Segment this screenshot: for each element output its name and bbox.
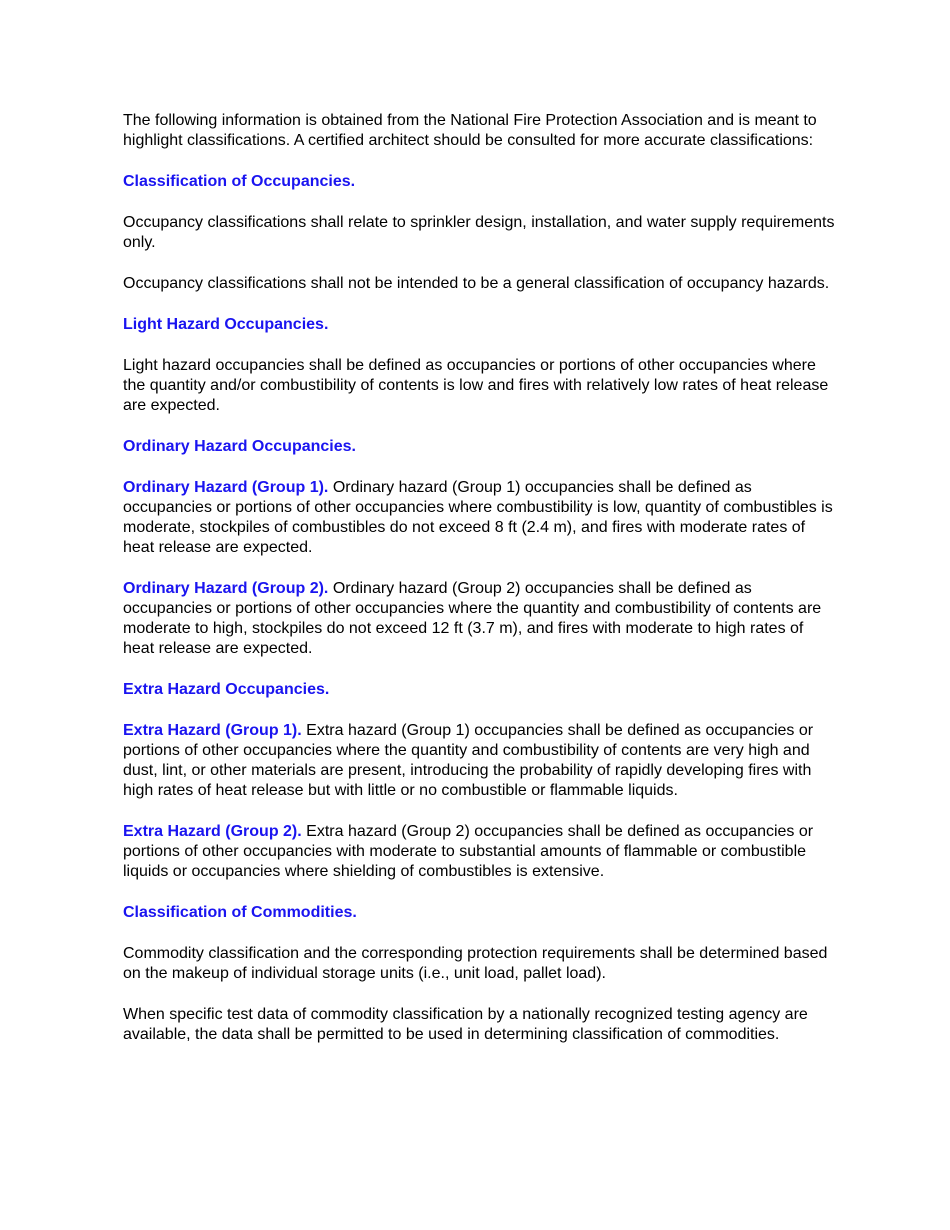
intro-paragraph: The following information is obtained from the National Fire Protection Association and is meant to highlight classifications. A certified architect should be consulted for more accurate classifications: xyxy=(123,112,817,149)
extra-group-2-label: Extra Hazard (Group 2). xyxy=(123,823,302,840)
heading-light-hazard: Light Hazard Occupancies. xyxy=(123,316,329,333)
extra-group-1-label: Extra Hazard (Group 1). xyxy=(123,722,302,739)
ordinary-group-2-text: Ordinary hazard (Group 2) occupancies shall be defined as occupancies or portions of other occupancies where the quantity and combustibility of contents are moderate to high, stockpiles do not exceed 12 ft (3.7 m), and fires with moderate to high rates of heat release are expected. xyxy=(123,580,822,657)
ordinary-group-2-paragraph xyxy=(123,579,838,659)
ordinary-group-1-text: Ordinary hazard (Group 1) occupancies shall be defined as occupancies or portions of other occupancies where combustibility is low, quantity of combustibles is moderate, stockpiles of combustibles do not exceed 8 ft (2.4 m), and fires with moderate rates of heat release are expected. xyxy=(123,479,833,556)
commodities-paragraph-2: When specific test data of commodity classification by a nationally recognized testing agency are available, the data shall be permitted to be used in determining classification of commodities. xyxy=(123,1006,808,1043)
light-hazard-paragraph: Light hazard occupancies shall be defined as occupancies or portions of other occupancies where the quantity and/or combustibility of contents is low and fires with relatively low rates of heat release are expected. xyxy=(123,357,829,414)
heading-extra-hazard: Extra Hazard Occupancies. xyxy=(123,681,330,698)
extra-group-1-text: Extra hazard (Group 1) occupancies shall be defined as occupancies or portions of other occupancies where the quantity and combustibility of contents are very high and dust, lint, or other materials are present, introducing the probability of rapidly developing fires with high rates of heat release but with little or no combustible or flammable liquids. xyxy=(123,722,814,799)
occupancies-paragraph-2: Occupancy classifications shall not be intended to be a general classification of occupancy hazards. xyxy=(123,275,830,292)
occupancies-paragraph-1: Occupancy classifications shall relate to sprinkler design, installation, and water supply requirements only. xyxy=(123,214,835,251)
heading-classification-of-occupancies: Classification of Occupancies. xyxy=(123,173,356,190)
extra-group-1-paragraph xyxy=(123,721,838,801)
ordinary-group-1-paragraph xyxy=(123,478,838,558)
commodities-paragraph-1: Commodity classification and the corresponding protection requirements shall be determined based on the makeup of individual storage units (i.e., unit load, pallet load). xyxy=(123,945,828,982)
heading-ordinary-hazard: Ordinary Hazard Occupancies. xyxy=(123,438,356,455)
document-body xyxy=(123,111,838,1066)
ordinary-group-2-label: Ordinary Hazard (Group 2). xyxy=(123,580,329,597)
heading-classification-of-commodities: Classification of Commodities. xyxy=(123,904,357,921)
extra-group-2-text: Extra hazard (Group 2) occupancies shall be defined as occupancies or portions of other occupancies with moderate to substantial amounts of flammable or combustible liquids or occupancies where shielding of combustibles is extensive. xyxy=(123,823,814,880)
ordinary-group-1-label: Ordinary Hazard (Group 1). xyxy=(123,479,329,496)
extra-group-2-paragraph xyxy=(123,822,838,882)
